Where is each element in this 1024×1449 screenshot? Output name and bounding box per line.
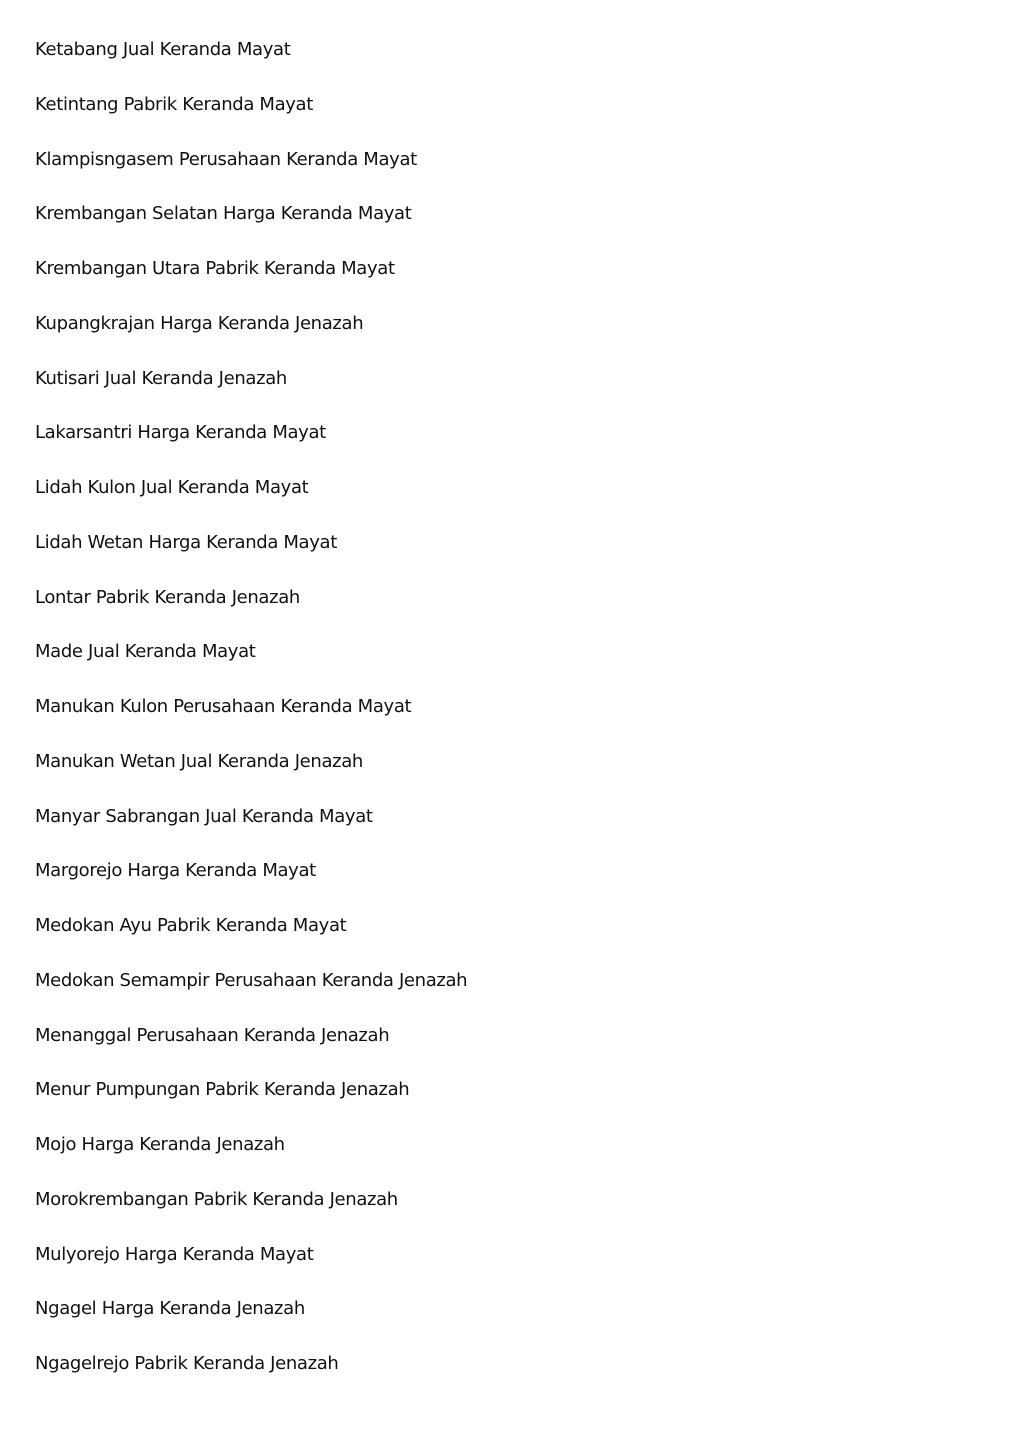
list-item: Margorejo Harga Keranda Mayat [35, 860, 316, 882]
list-item: Ketabang Jual Keranda Mayat [35, 39, 291, 60]
list-item: Mulyorejo Harga Keranda Mayat [35, 1243, 314, 1265]
list-item: Menanggal Perusahaan Keranda Jenazah [35, 1024, 390, 1046]
list-item: Ngagelrejo Pabrik Keranda Jenazah [35, 1353, 339, 1374]
list-item: Ngagel Harga Keranda Jenazah [35, 1298, 305, 1320]
keyword-list [35, 36, 467, 1405]
list-item: Manukan Kulon Perusahaan Keranda Mayat [35, 696, 412, 717]
list-item: Klampisngasem Perusahaan Keranda Mayat [35, 148, 417, 170]
list-item: Krembangan Utara Pabrik Keranda Mayat [35, 258, 395, 279]
list-item: Kupangkrajan Harga Keranda Jenazah [35, 312, 364, 334]
list-item: Ketintang Pabrik Keranda Mayat [35, 93, 313, 115]
list-item: Krembangan Selatan Harga Keranda Mayat [35, 203, 412, 225]
list-item: Made Jual Keranda Mayat [35, 641, 256, 663]
list-item: Manyar Sabrangan Jual Keranda Mayat [35, 805, 373, 827]
list-item: Manukan Wetan Jual Keranda Jenazah [35, 750, 363, 772]
list-item: Medokan Ayu Pabrik Keranda Mayat [35, 915, 347, 936]
list-item: Menur Pumpungan Pabrik Keranda Jenazah [35, 1079, 410, 1101]
list-item: Lontar Pabrik Keranda Jenazah [35, 586, 300, 608]
list-item: Lidah Wetan Harga Keranda Mayat [35, 531, 337, 553]
list-item: Lakarsantri Harga Keranda Mayat [35, 422, 326, 444]
list-item: Medokan Semampir Perusahaan Keranda Jenazah [35, 969, 468, 991]
list-item: Lidah Kulon Jual Keranda Mayat [35, 477, 309, 498]
list-item: Kutisari Jual Keranda Jenazah [35, 367, 287, 389]
list-item: Morokrembangan Pabrik Keranda Jenazah [35, 1188, 398, 1210]
list-item: Mojo Harga Keranda Jenazah [35, 1134, 285, 1155]
